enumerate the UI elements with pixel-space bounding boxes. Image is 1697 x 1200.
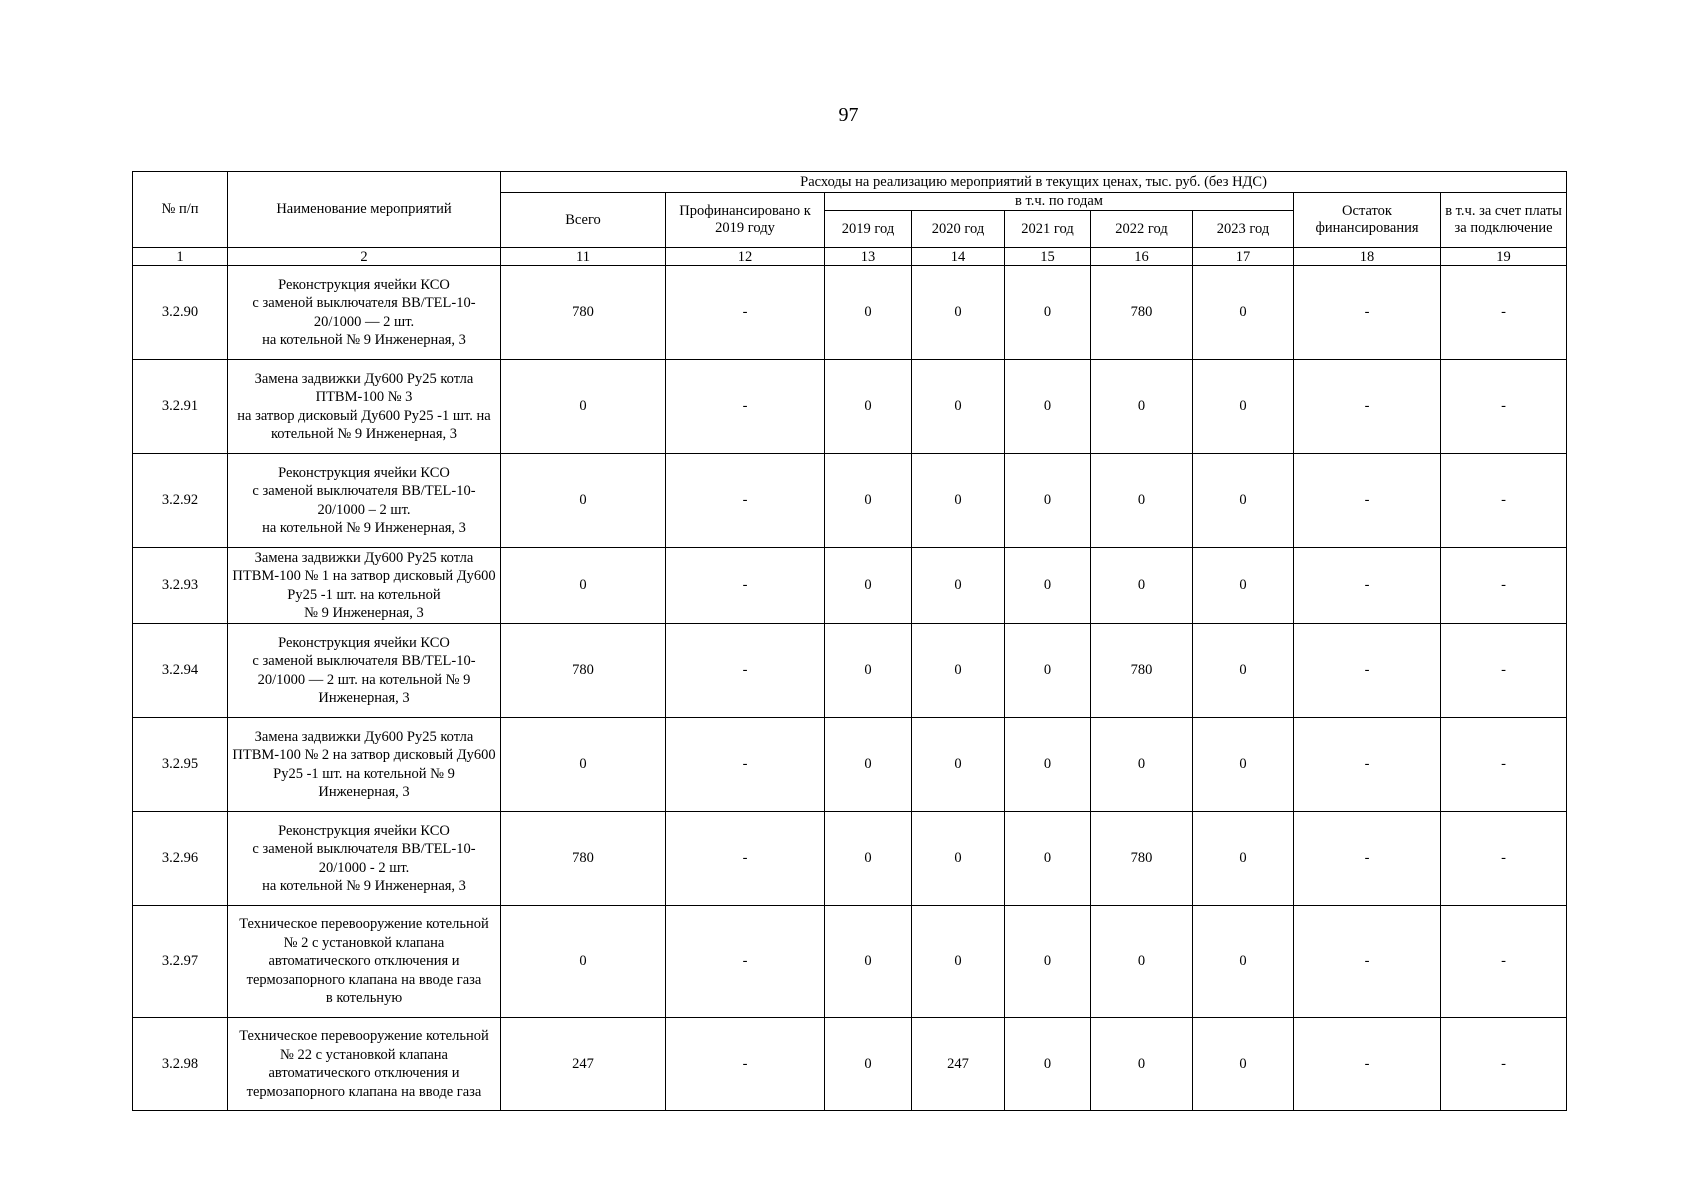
cell-connection-fee: - xyxy=(1441,906,1567,1018)
cell-y2019: 0 xyxy=(825,812,912,906)
cell-connection-fee: - xyxy=(1441,1018,1567,1111)
cell-y2019: 0 xyxy=(825,1018,912,1111)
header-y2021: 2021 год xyxy=(1005,211,1091,248)
header-expenses: Расходы на реализацию мероприятий в текущих ценах, тыс. руб. (без НДС) xyxy=(501,172,1567,193)
table-row xyxy=(133,718,1567,812)
column-number: 1 xyxy=(133,248,228,266)
header-connection-fee: в т.ч. за счет платы за подключение xyxy=(1441,193,1567,248)
header-by-years: в т.ч. по годам xyxy=(825,193,1294,211)
cell-y2020: 0 xyxy=(912,906,1005,1018)
table-row xyxy=(133,548,1567,624)
expenses-table xyxy=(132,171,1567,1111)
cell-y2021: 0 xyxy=(1005,1018,1091,1111)
cell-y2019: 0 xyxy=(825,454,912,548)
cell-financed: - xyxy=(666,1018,825,1111)
cell-y2023: 0 xyxy=(1193,812,1294,906)
cell-connection-fee: - xyxy=(1441,454,1567,548)
cell-num: 3.2.96 xyxy=(133,812,228,906)
cell-name: Замена задвижки Ду600 Ру25 котла ПТВМ-100 № 2 на затвор дисковый Ду600 Ру25 -1 шт. на котельной № 9 Инженерная, 3 xyxy=(228,718,501,812)
cell-y2020: 0 xyxy=(912,360,1005,454)
cell-total: 780 xyxy=(501,266,666,360)
cell-connection-fee: - xyxy=(1441,360,1567,454)
cell-y2023: 0 xyxy=(1193,360,1294,454)
cell-total: 0 xyxy=(501,548,666,624)
cell-y2022: 0 xyxy=(1091,454,1193,548)
column-number: 16 xyxy=(1091,248,1193,266)
cell-y2020: 247 xyxy=(912,1018,1005,1111)
cell-y2023: 0 xyxy=(1193,718,1294,812)
cell-total: 0 xyxy=(501,906,666,1018)
cell-y2021: 0 xyxy=(1005,548,1091,624)
cell-remainder: - xyxy=(1294,548,1441,624)
cell-total: 247 xyxy=(501,1018,666,1111)
header-total: Всего xyxy=(501,193,666,248)
cell-num: 3.2.98 xyxy=(133,1018,228,1111)
header-num: № п/п xyxy=(133,172,228,248)
cell-remainder: - xyxy=(1294,266,1441,360)
cell-y2021: 0 xyxy=(1005,454,1091,548)
cell-financed: - xyxy=(666,454,825,548)
cell-y2020: 0 xyxy=(912,624,1005,718)
cell-num: 3.2.90 xyxy=(133,266,228,360)
table-header xyxy=(133,172,1567,266)
cell-y2020: 0 xyxy=(912,718,1005,812)
cell-y2022: 780 xyxy=(1091,812,1193,906)
column-number: 14 xyxy=(912,248,1005,266)
cell-remainder: - xyxy=(1294,360,1441,454)
cell-y2022: 780 xyxy=(1091,266,1193,360)
cell-remainder: - xyxy=(1294,454,1441,548)
cell-num: 3.2.97 xyxy=(133,906,228,1018)
cell-connection-fee: - xyxy=(1441,548,1567,624)
cell-y2021: 0 xyxy=(1005,266,1091,360)
table-row xyxy=(133,906,1567,1018)
column-numbers-row xyxy=(133,248,1567,266)
cell-name: Реконструкция ячейки КСО с заменой выключателя ВВ/TEL-10-20/1000 – 2 шт. на котельной № 9 Инженерная, 3 xyxy=(228,454,501,548)
cell-y2020: 0 xyxy=(912,812,1005,906)
cell-total: 0 xyxy=(501,360,666,454)
cell-y2019: 0 xyxy=(825,718,912,812)
cell-num: 3.2.91 xyxy=(133,360,228,454)
table-row xyxy=(133,624,1567,718)
cell-y2021: 0 xyxy=(1005,718,1091,812)
cell-total: 780 xyxy=(501,812,666,906)
cell-y2021: 0 xyxy=(1005,906,1091,1018)
cell-total: 780 xyxy=(501,624,666,718)
table-body xyxy=(133,266,1567,1111)
cell-financed: - xyxy=(666,548,825,624)
cell-total: 0 xyxy=(501,454,666,548)
cell-y2021: 0 xyxy=(1005,360,1091,454)
cell-y2022: 0 xyxy=(1091,548,1193,624)
cell-name: Замена задвижки Ду600 Ру25 котла ПТВМ-100 № 1 на затвор дисковый Ду600 Ру25 -1 шт. на котельной № 9 Инженерная, 3 xyxy=(228,548,501,624)
cell-y2023: 0 xyxy=(1193,906,1294,1018)
cell-name: Реконструкция ячейки КСО с заменой выключателя ВВ/TEL-10-20/1000 — 2 шт. на котельной № 9 Инженерная, 3 xyxy=(228,624,501,718)
cell-financed: - xyxy=(666,624,825,718)
cell-y2019: 0 xyxy=(825,906,912,1018)
header-remainder: Остаток финансирования xyxy=(1294,193,1441,248)
cell-y2020: 0 xyxy=(912,266,1005,360)
header-y2023: 2023 год xyxy=(1193,211,1294,248)
cell-connection-fee: - xyxy=(1441,624,1567,718)
cell-connection-fee: - xyxy=(1441,718,1567,812)
column-number: 12 xyxy=(666,248,825,266)
cell-name: Замена задвижки Ду600 Ру25 котла ПТВМ-100 № 3 на затвор дисковый Ду600 Ру25 -1 шт. на котельной № 9 Инженерная, 3 xyxy=(228,360,501,454)
table-row xyxy=(133,266,1567,360)
cell-num: 3.2.94 xyxy=(133,624,228,718)
cell-connection-fee: - xyxy=(1441,266,1567,360)
cell-y2022: 0 xyxy=(1091,360,1193,454)
column-number: 11 xyxy=(501,248,666,266)
column-number: 15 xyxy=(1005,248,1091,266)
cell-y2019: 0 xyxy=(825,266,912,360)
cell-name: Реконструкция ячейки КСО с заменой выключателя ВВ/TEL-10-20/1000 - 2 шт. на котельной № 9 Инженерная, 3 xyxy=(228,812,501,906)
page-number: 97 xyxy=(838,104,859,126)
cell-y2023: 0 xyxy=(1193,1018,1294,1111)
cell-remainder: - xyxy=(1294,906,1441,1018)
cell-name: Техническое перевооружение котельной № 2 с установкой клапана автоматического отключения и термозапорного клапана на вводе газа в котельную xyxy=(228,906,501,1018)
header-y2019: 2019 год xyxy=(825,211,912,248)
cell-y2022: 0 xyxy=(1091,1018,1193,1111)
column-number: 13 xyxy=(825,248,912,266)
cell-name: Техническое перевооружение котельной № 22 с установкой клапана автоматического отключения и термозапорного клапана на вводе газа xyxy=(228,1018,501,1111)
header-y2020: 2020 год xyxy=(912,211,1005,248)
cell-y2019: 0 xyxy=(825,624,912,718)
column-number: 17 xyxy=(1193,248,1294,266)
cell-y2023: 0 xyxy=(1193,624,1294,718)
cell-y2021: 0 xyxy=(1005,812,1091,906)
cell-financed: - xyxy=(666,812,825,906)
cell-y2023: 0 xyxy=(1193,548,1294,624)
cell-num: 3.2.95 xyxy=(133,718,228,812)
cell-total: 0 xyxy=(501,718,666,812)
cell-financed: - xyxy=(666,906,825,1018)
cell-num: 3.2.93 xyxy=(133,548,228,624)
column-number: 18 xyxy=(1294,248,1441,266)
cell-y2023: 0 xyxy=(1193,266,1294,360)
cell-remainder: - xyxy=(1294,624,1441,718)
cell-remainder: - xyxy=(1294,812,1441,906)
cell-y2022: 0 xyxy=(1091,718,1193,812)
cell-y2022: 780 xyxy=(1091,624,1193,718)
header-financed: Профинансировано к 2019 году xyxy=(666,193,825,248)
cell-y2020: 0 xyxy=(912,548,1005,624)
cell-financed: - xyxy=(666,360,825,454)
cell-financed: - xyxy=(666,266,825,360)
table-row xyxy=(133,1018,1567,1111)
column-number: 19 xyxy=(1441,248,1567,266)
header-y2022: 2022 год xyxy=(1091,211,1193,248)
cell-financed: - xyxy=(666,718,825,812)
cell-y2019: 0 xyxy=(825,548,912,624)
table-row xyxy=(133,360,1567,454)
cell-name: Реконструкция ячейки КСО с заменой выключателя ВВ/TEL-10-20/1000 — 2 шт. на котельной № 9 Инженерная, 3 xyxy=(228,266,501,360)
cell-remainder: - xyxy=(1294,718,1441,812)
cell-y2020: 0 xyxy=(912,454,1005,548)
cell-y2022: 0 xyxy=(1091,906,1193,1018)
cell-remainder: - xyxy=(1294,1018,1441,1111)
table-row xyxy=(133,454,1567,548)
cell-y2023: 0 xyxy=(1193,454,1294,548)
cell-y2021: 0 xyxy=(1005,624,1091,718)
table-row xyxy=(133,812,1567,906)
cell-connection-fee: - xyxy=(1441,812,1567,906)
header-name: Наименование мероприятий xyxy=(228,172,501,248)
column-number: 2 xyxy=(228,248,501,266)
cell-y2019: 0 xyxy=(825,360,912,454)
cell-num: 3.2.92 xyxy=(133,454,228,548)
